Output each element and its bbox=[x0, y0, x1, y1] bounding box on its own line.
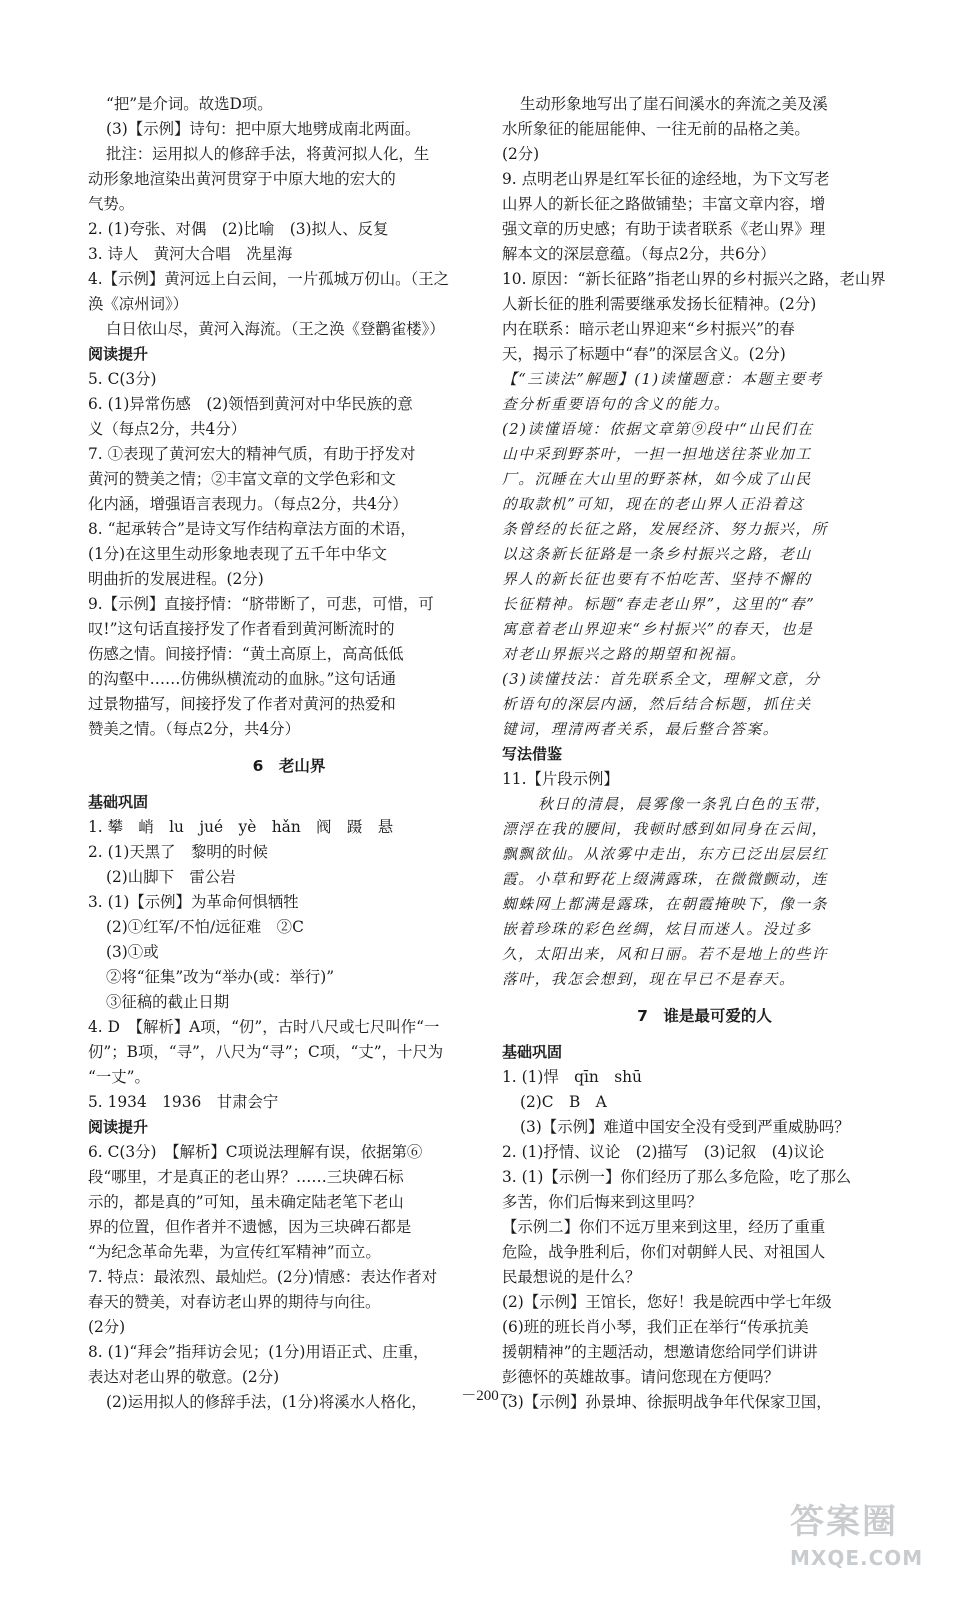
section-heading: 阅读提升 bbox=[88, 1118, 149, 1136]
text-line: 嵌着珍珠的彩色丝绸，炫目而迷人。没过多 bbox=[502, 921, 812, 938]
section-heading: 基础巩固 bbox=[88, 793, 149, 811]
text-line: 过景物描写，间接抒发了作者对黄河的热爱和 bbox=[88, 695, 396, 713]
watermark-url: MXQE.COM bbox=[790, 1546, 924, 1570]
text-line: 9.【示例】直接抒情：“脐带断了，可悲，可惜，可 bbox=[88, 595, 434, 613]
text-line: 4. D 【解析】A项，“仞”，古时八尺或七尺叫作“一 bbox=[88, 1018, 440, 1036]
text-line: 3. 诗人 黄河大合唱 冼星海 bbox=[88, 245, 293, 263]
text-line: 水所象征的能屈能伸、一往无前的品格之美。 bbox=[502, 120, 810, 138]
text-line: 7. 特点：最浓烈、最灿烂。(2分)情感：表达作者对 bbox=[88, 1268, 438, 1286]
text-line: 生动形象地写出了崖石间溪水的奔流之美及溪 bbox=[520, 95, 828, 113]
text-line: 长征精神。标题“春走老山界”，这里的“春” bbox=[502, 596, 816, 613]
text-line: (2)①红军/不怕/远征难 ②C bbox=[106, 918, 304, 936]
text-line: 5. C(3分) bbox=[88, 370, 157, 388]
text-line: 表达对老山界的敬意。(2分) bbox=[88, 1368, 280, 1386]
text-line: (2分) bbox=[88, 1318, 126, 1336]
text-line: 强文章的历史感；有助于读者联系《老山界》理 bbox=[502, 220, 826, 238]
watermark-text: 答案圈 bbox=[790, 1502, 898, 1542]
text-line: 赞美之情。（每点2分，共4分） bbox=[88, 720, 300, 738]
text-line: 仞”；B项，“寻”，八尺为“寻”；C项，“丈”，十尺为 bbox=[88, 1043, 444, 1061]
text-line: 10. 原因：“新长征路”指老山界的乡村振兴之路，老山界 bbox=[502, 270, 886, 288]
text-line: (3)【示例】难道中国安全没有受到严重威胁吗？ bbox=[520, 1118, 850, 1136]
text-line: 秋日的清晨，晨雾像一条乳白色的玉带， bbox=[538, 796, 832, 813]
text-line: 界人的新长征也要有不怕吃苦、坚持不懈的 bbox=[502, 571, 812, 588]
text-line: 2. (1)夸张、对偶 (2)比喻 (3)拟人、反复 bbox=[88, 220, 389, 238]
lesson-title: 7 谁是最可爱的人 bbox=[637, 1007, 772, 1025]
right-column bbox=[502, 92, 907, 1415]
section-heading: 阅读提升 bbox=[88, 345, 149, 363]
text-line: (2)【示例】王馆长，您好！我是皖西中学七年级 bbox=[502, 1293, 832, 1311]
text-line: 天，揭示了标题中“春”的深层含义。(2分) bbox=[502, 345, 786, 363]
text-line: 多苦，你们后悔来到这里吗？ bbox=[502, 1193, 703, 1211]
text-line: 示的，都是真的”可知，虽未确定陆老笔下老山 bbox=[88, 1193, 404, 1211]
lesson-title: 6 老山界 bbox=[252, 757, 326, 775]
text-line: 【示例二】你们不远万里来到这里，经历了重重 bbox=[502, 1218, 826, 1236]
page-number: －200－ bbox=[461, 1388, 514, 1404]
text-line: 山界人的新长征之路做铺垫；丰富文章内容，增 bbox=[502, 195, 826, 213]
text-line: 山中采到野茶叶，一担一担地送往茶业加工 bbox=[502, 446, 812, 463]
text-line: 8. “起承转合”是诗文写作结构章法方面的术语， bbox=[88, 520, 416, 538]
text-line: 气势。 bbox=[88, 195, 135, 213]
text-line: (6)班的班长肖小琴，我们正在举行“传承抗美 bbox=[502, 1318, 809, 1336]
text-line: 2. (1)天黑了 黎明的时候 bbox=[88, 843, 268, 861]
text-line: 春天的赞美，对春访老山界的期待与向往。 bbox=[88, 1293, 381, 1311]
text-line: “一丈”。 bbox=[88, 1068, 150, 1086]
text-line: 明曲折的发展进程。(2分) bbox=[88, 570, 264, 588]
text-line: 援朝精神”的主题活动，想邀请您给同学们讲讲 bbox=[502, 1343, 818, 1361]
text-line: 1. 攀 峭 lu jué yè hǎn 阀 蹑 悬 bbox=[88, 818, 394, 836]
text-line: 内在联系：暗示老山界迎来“乡村振兴”的春 bbox=[502, 320, 795, 338]
text-line: 对老山界振兴之路的期望和祝福。 bbox=[502, 646, 747, 663]
text-line: 涣《凉州词》） bbox=[88, 295, 189, 313]
text-line: 8. (1)“拜会”指拜访会见；(1分)用语正式、庄重， bbox=[88, 1343, 429, 1361]
text-line: ③征稿的截止日期 bbox=[106, 993, 230, 1011]
text-line: (1分)在这里生动形象地表现了五千年中华文 bbox=[88, 545, 387, 563]
text-line: 3. (1)【示例一】你们经历了那么多危险，吃了那么 bbox=[502, 1168, 852, 1186]
text-line: 2. (1)抒情、议论 (2)描写 (3)记叙 (4)议论 bbox=[502, 1143, 825, 1161]
text-line: 寓意着老山界迎来“乡村振兴”的春天，也是 bbox=[502, 621, 814, 638]
text-line: 黄河的赞美之情；②丰富文章的文学色彩和文 bbox=[88, 470, 396, 488]
text-line: 飘飘欲仙。从浓雾中走出，东方已泛出层层红 bbox=[502, 846, 828, 863]
text-line: 厂。沉睡在大山里的野茶林，如今成了山民 bbox=[502, 471, 812, 488]
text-line: 的取款机”可知，现在的老山界人正沿着这 bbox=[502, 496, 805, 513]
text-line: 4.【示例】黄河远上白云间，一片孤城万仞山。（王之 bbox=[88, 270, 449, 288]
text-line: (2)C B A bbox=[520, 1093, 607, 1111]
text-line: 【“三读法”解题】(1)读懂题意：本题主要考 bbox=[502, 371, 823, 388]
text-line: 危险，战争胜利后，你们对朝鲜人民、对祖国人 bbox=[502, 1243, 826, 1261]
text-line: 批注：运用拟人的修辞手法，将黄河拟人化，生 bbox=[106, 145, 430, 163]
text-line: 义（每点2分，共4分） bbox=[88, 420, 247, 438]
text-line: 界的位置，但作者并不遗憾，因为三块碑石都是 bbox=[88, 1218, 412, 1236]
text-line: 落叶，我怎会想到，现在早已不是春天。 bbox=[502, 971, 796, 988]
text-line: (2)运用拟人的修辞手法，(1分)将溪水人格化， bbox=[106, 1393, 427, 1411]
text-line: (2)读懂语境：依据文章第⑨段中“山民们在 bbox=[502, 421, 814, 438]
text-line: 蜘蛛网上都满是露珠，在朝霞掩映下，像一条 bbox=[502, 896, 828, 913]
text-line: 段“哪里，才是真正的老山界？……三块碑石标 bbox=[88, 1168, 404, 1186]
text-line: 民最想说的是什么？ bbox=[502, 1268, 641, 1286]
text-line: (2)山脚下 雷公岩 bbox=[106, 868, 236, 886]
text-line: 霞。小草和野花上缀满露珠，在微微颤动，连 bbox=[502, 871, 828, 888]
text-line: “把”是介词。故选D项。 bbox=[106, 95, 273, 113]
text-line: (3)【示例】诗句：把中原大地劈成南北两面。 bbox=[106, 120, 421, 138]
text-line: 11.【片段示例】 bbox=[502, 770, 619, 788]
text-line: 动形象地渲染出黄河贯穿于中原大地的宏大的 bbox=[88, 170, 396, 188]
text-line: ②将“征集”改为“举办(或：举行)” bbox=[106, 968, 335, 986]
text-line: (3)【示例】孙景坤、徐振明战争年代保家卫国， bbox=[502, 1393, 832, 1411]
left-column bbox=[88, 92, 490, 1415]
text-line: 6. C(3分) 【解析】C项说法理解有误，依据第⑥ bbox=[88, 1143, 423, 1161]
text-line: 化内涵，增强语言表现力。（每点2分，共4分） bbox=[88, 495, 408, 513]
text-line: 伤感之情。间接抒情：“黄土高原上，高高低低 bbox=[88, 645, 404, 663]
section-heading: 基础巩固 bbox=[502, 1043, 563, 1061]
text-line: 5. 1934 1936 甘肃会宁 bbox=[88, 1093, 279, 1111]
text-line: 6. (1)异常伤感 (2)领悟到黄河对中华民族的意 bbox=[88, 395, 413, 413]
watermark-logo bbox=[790, 1500, 960, 1590]
text-line: “为纪念革命先辈，为宣传红军精神”而立。 bbox=[88, 1243, 381, 1261]
text-line: 查分析重要语句的含义的能力。 bbox=[502, 396, 731, 413]
text-line: (3)①或 bbox=[106, 943, 159, 961]
text-line: 的沟壑中……仿佛纵横流动的血脉。”这句话通 bbox=[88, 670, 396, 688]
section-heading: 写法借鉴 bbox=[502, 745, 563, 763]
text-line: 白日依山尽，黄河入海流。（王之涣《登鹳雀楼》） bbox=[106, 320, 445, 338]
text-line: 彭德怀的英雄故事。请问您现在方便吗？ bbox=[502, 1368, 780, 1386]
text-line: 叹!”这句话直接抒发了作者看到黄河断流时的 bbox=[88, 620, 395, 638]
text-line: (2分) bbox=[502, 145, 540, 163]
text-line: 人新长征的胜利需要继承发扬长征精神。(2分) bbox=[502, 295, 817, 313]
text-line: 9. 点明老山界是红军长征的途经地，为下文写老 bbox=[502, 170, 830, 188]
text-line: 7. ①表现了黄河宏大的精神气质，有助于抒发对 bbox=[88, 445, 416, 463]
text-line: (3)读懂技法：首先联系全文，理解文意，分 bbox=[502, 671, 821, 688]
text-line: 3. (1)【示例】为革命何惧牺牲 bbox=[88, 893, 299, 911]
text-line: 漂浮在我的腰间，我顿时感到如同身在云间， bbox=[502, 821, 828, 838]
text-line: 条曾经的长征之路，发展经济、努力振兴，所 bbox=[502, 521, 828, 538]
text-line: 析语句的深层内涵，然后结合标题，抓住关 bbox=[502, 696, 812, 713]
text-line: 以这条新长征路是一条乡村振兴之路，老山 bbox=[502, 546, 812, 563]
text-line: 久，太阳出来，风和日丽。若不是地上的些许 bbox=[502, 946, 828, 963]
text-line: 解本文的深层意蕴。（每点2分，共6分） bbox=[502, 245, 776, 263]
text-line: 键词，理清两者关系，最后整合答案。 bbox=[502, 721, 780, 738]
text-line: 1. (1)悍 qīn shū bbox=[502, 1068, 642, 1086]
